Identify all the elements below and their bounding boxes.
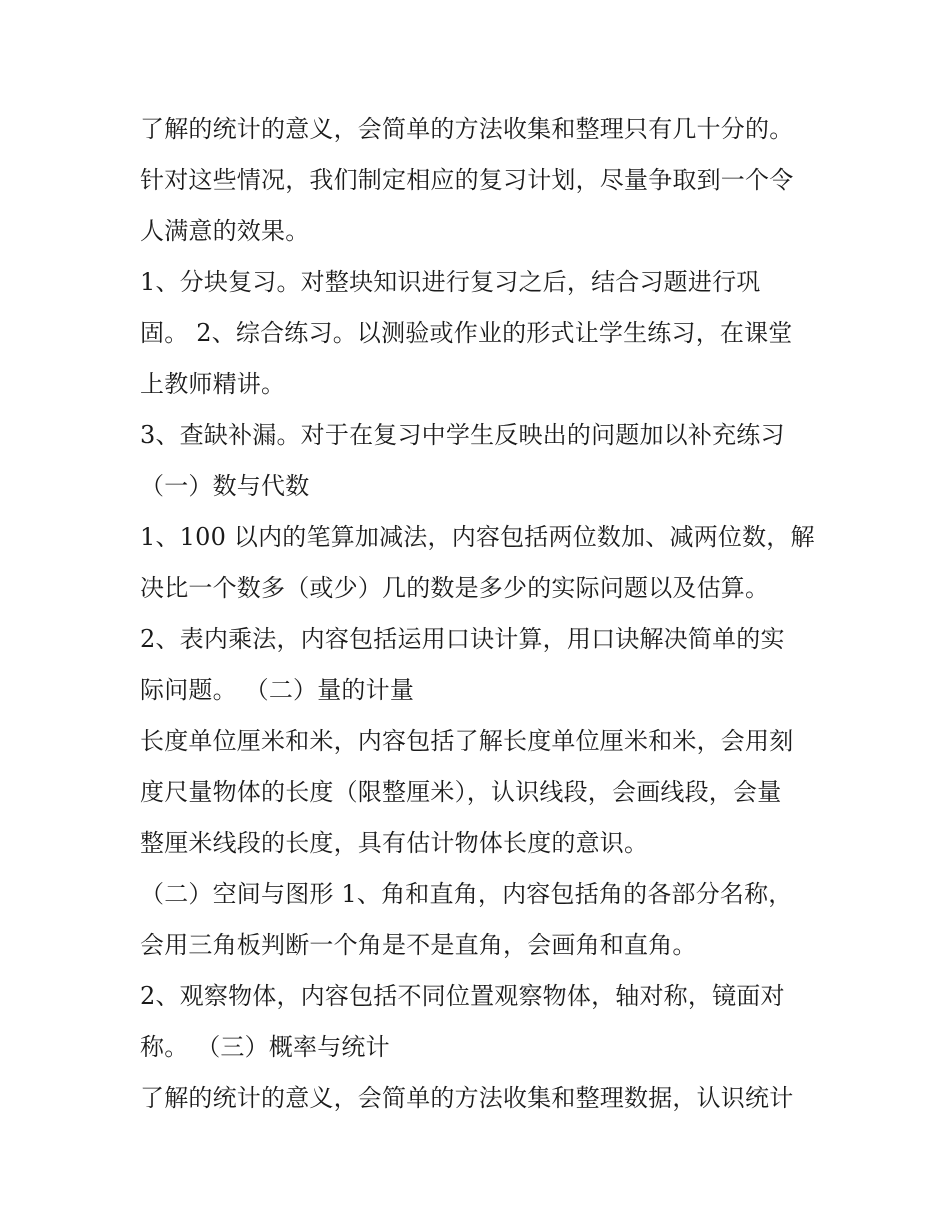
- text-line: 3、查缺补漏。对于在复习中学生反映出的问题加以补充练习: [140, 421, 785, 449]
- text-line: 2、观察物体，内容包括不同位置观察物体，轴对称，镜面对: [140, 982, 785, 1010]
- text-line: 称。 （三）概率与统计: [140, 1033, 390, 1061]
- text-line: 长度单位厘米和米，内容包括了解长度单位厘米和米，会用刻: [140, 727, 794, 755]
- text-line: 上教师精讲。: [140, 370, 286, 398]
- text-line: 针对这些情况，我们制定相应的复习计划，尽量争取到一个令: [140, 166, 794, 194]
- text-line: 2、表内乘法，内容包括运用口诀计算，用口诀解决简单的实: [140, 625, 785, 653]
- text-line: 会用三角板判断一个角是不是直角，会画角和直角。: [140, 931, 697, 959]
- text-line: 决比一个数多（或少）几的数是多少的实际问题以及估算。: [140, 574, 770, 602]
- document-body: [140, 104, 820, 1124]
- text-line: 人满意的效果。: [140, 217, 310, 245]
- text-line: 际问题。 （二）量的计量: [140, 676, 415, 704]
- text-line: 整厘米线段的长度，具有估计物体长度的意识。: [140, 829, 649, 857]
- text-line: 固。 2、综合练习。以测验或作业的形式让学生练习，在课堂: [140, 319, 793, 347]
- text-line: 1、100 以内的笔算加减法，内容包括两位数加、减两位数，解: [140, 523, 815, 551]
- text-line: 了解的统计的意义，会简单的方法收集和整理数据，认识统计: [140, 1084, 794, 1112]
- text-line: 度尺量物体的长度（限整厘米），认识线段，会画线段，会量: [140, 778, 782, 806]
- text-line: 了解的统计的意义，会简单的方法收集和整理只有几十分的。: [140, 115, 794, 143]
- section-heading: （一）数与代数: [140, 472, 310, 500]
- text-line: （二）空间与图形 1、角和直角，内容包括角的各部分名称，: [140, 880, 793, 908]
- text-line: 1、分块复习。对整块知识进行复习之后，结合习题进行巩: [140, 268, 761, 296]
